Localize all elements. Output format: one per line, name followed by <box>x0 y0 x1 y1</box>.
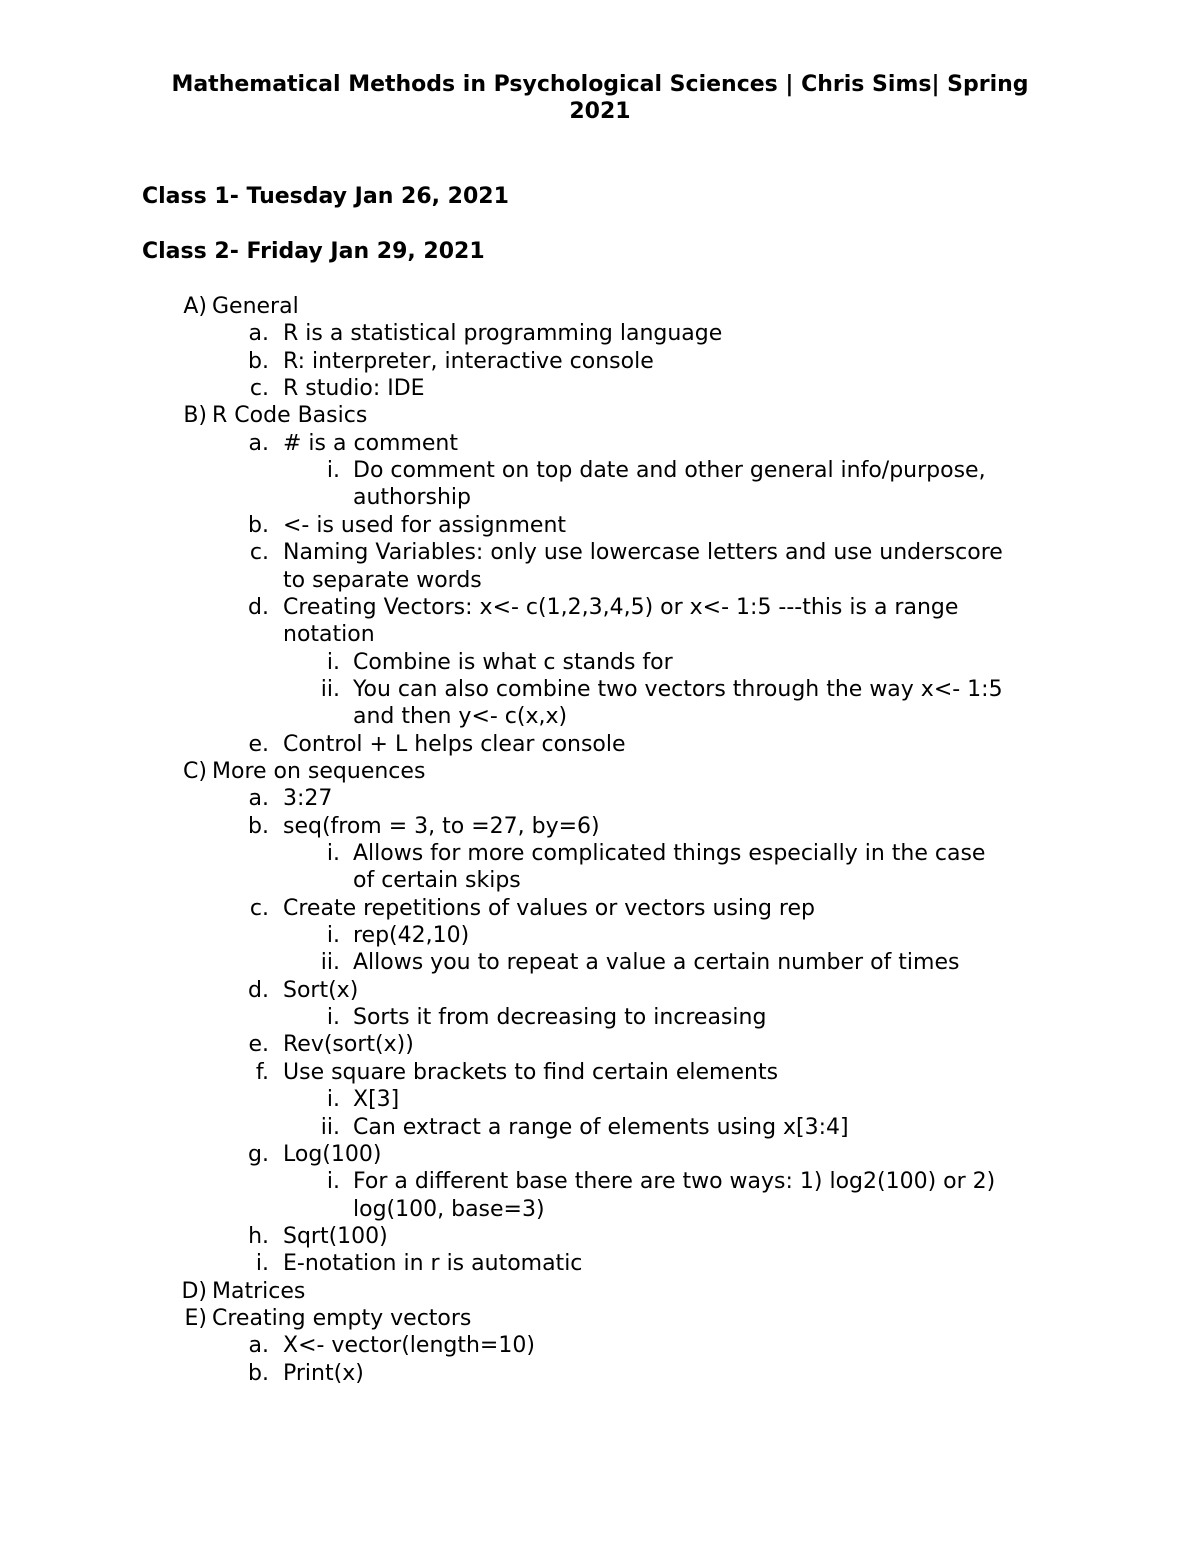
list-item-marker: a. <box>248 430 269 456</box>
sub-item-text: Combine is what c stands for <box>353 649 673 675</box>
list-item-marker: g. <box>248 1141 269 1167</box>
sub-item-text: Do comment on top date and other general info/purpose, <box>353 458 986 484</box>
section-label: R Code Basics <box>212 403 368 429</box>
sub-item-text: X[3] <box>353 1087 400 1113</box>
list-item-marker: b. <box>248 512 269 538</box>
list-item-marker: b. <box>248 813 269 839</box>
section-marker: A) <box>183 294 207 319</box>
class-1-heading: Class 1- Tuesday Jan 26, 2021 <box>142 184 509 209</box>
list-item-marker: b. <box>248 1360 269 1386</box>
sub-item-text: rep(42,10) <box>353 923 470 949</box>
list-item-text: Sort(x) <box>283 977 359 1003</box>
document-title-line-1: Mathematical Methods in Psychological Sciences | Chris Sims| Spring <box>171 72 1029 97</box>
list-item-marker: c. <box>249 895 269 921</box>
list-item-text: Create repetitions of values or vectors using rep <box>283 895 815 921</box>
sub-item-text: Can extract a range of elements using x[3:4] <box>353 1114 849 1140</box>
sub-item-text: log(100, base=3) <box>353 1196 545 1222</box>
list-item-marker: a. <box>248 786 269 812</box>
section-label: Matrices <box>212 1278 306 1304</box>
document-title-line-2: 2021 <box>569 99 631 124</box>
list-item-marker: h. <box>248 1223 269 1249</box>
sub-item-text: For a different base there are two ways: 1) log2(100) or 2) <box>353 1169 996 1195</box>
list-item-text: Sqrt(100) <box>283 1223 388 1249</box>
list-item-marker: f. <box>255 1059 269 1085</box>
list-item-text: Log(100) <box>283 1141 382 1167</box>
section-marker: B) <box>183 403 207 429</box>
list-item-marker: c. <box>249 540 269 566</box>
sub-item-text: of certain skips <box>353 868 521 894</box>
list-item-marker: i. <box>255 1251 269 1277</box>
sub-item-marker: i. <box>326 458 340 484</box>
list-item-marker: c. <box>249 376 269 402</box>
sub-item-marker: ii. <box>320 950 340 976</box>
list-item-text: Print(x) <box>283 1360 364 1386</box>
section-label: More on sequences <box>212 758 426 784</box>
list-item-marker: e. <box>248 731 269 757</box>
section-label: Creating empty vectors <box>212 1305 472 1331</box>
sub-item-marker: i. <box>326 923 340 949</box>
sub-item-text: authorship <box>353 485 471 511</box>
list-item-text: R is a statistical programming language <box>283 321 723 347</box>
section-marker: C) <box>183 758 207 784</box>
sub-item-text: and then y<- c(x,x) <box>353 704 568 730</box>
list-item-text: X<- vector(length=10) <box>283 1333 535 1359</box>
list-item-marker: d. <box>248 594 269 620</box>
list-item-text: Naming Variables: only use lowercase letters and use underscore <box>283 540 1003 566</box>
list-item-text: Rev(sort(x)) <box>283 1032 414 1058</box>
sub-item-marker: i. <box>326 1087 340 1113</box>
class-2-heading: Class 2- Friday Jan 29, 2021 <box>142 239 485 264</box>
sub-item-marker: ii. <box>320 676 340 702</box>
list-item-marker: b. <box>248 348 269 374</box>
list-item-marker: d. <box>248 977 269 1003</box>
list-item-text: # is a comment <box>283 430 458 456</box>
sub-item-text: Allows for more complicated things especially in the case <box>353 841 986 866</box>
sub-item-marker: i. <box>326 1005 340 1031</box>
section-marker: E) <box>184 1305 207 1331</box>
sub-item-marker: ii. <box>320 1114 340 1140</box>
list-item-text: R: interpreter, interactive console <box>283 348 654 374</box>
list-item-text: R studio: IDE <box>283 376 425 402</box>
list-item-text: 3:27 <box>283 786 333 812</box>
section-marker: D) <box>181 1278 207 1304</box>
sub-item-text: You can also combine two vectors through the way x<- 1:5 <box>353 676 1003 702</box>
sub-item-marker: i. <box>326 1169 340 1195</box>
section-label: General <box>212 294 299 319</box>
sub-item-text: Sorts it from decreasing to increasing <box>353 1005 767 1031</box>
list-item-text: notation <box>283 622 375 648</box>
list-item-text: to separate words <box>283 567 482 593</box>
list-item-text: E-notation in r is automatic <box>283 1251 583 1277</box>
list-item-text: Control + L helps clear console <box>283 731 626 757</box>
list-item-text: Use square brackets to find certain elements <box>283 1059 779 1085</box>
sub-item-text: Allows you to repeat a value a certain number of times <box>353 950 960 976</box>
list-item-marker: a. <box>248 1333 269 1359</box>
list-item-marker: e. <box>248 1032 269 1058</box>
sub-item-marker: i. <box>326 841 340 866</box>
list-item-text: Creating Vectors: x<- c(1,2,3,4,5) or x<- 1:5 ---this is a range <box>283 594 959 620</box>
list-item-text: <- is used for assignment <box>283 512 567 538</box>
list-item-text: seq(from = 3, to =27, by=6) <box>283 813 600 839</box>
list-item-marker: a. <box>248 321 269 347</box>
sub-item-marker: i. <box>326 649 340 675</box>
